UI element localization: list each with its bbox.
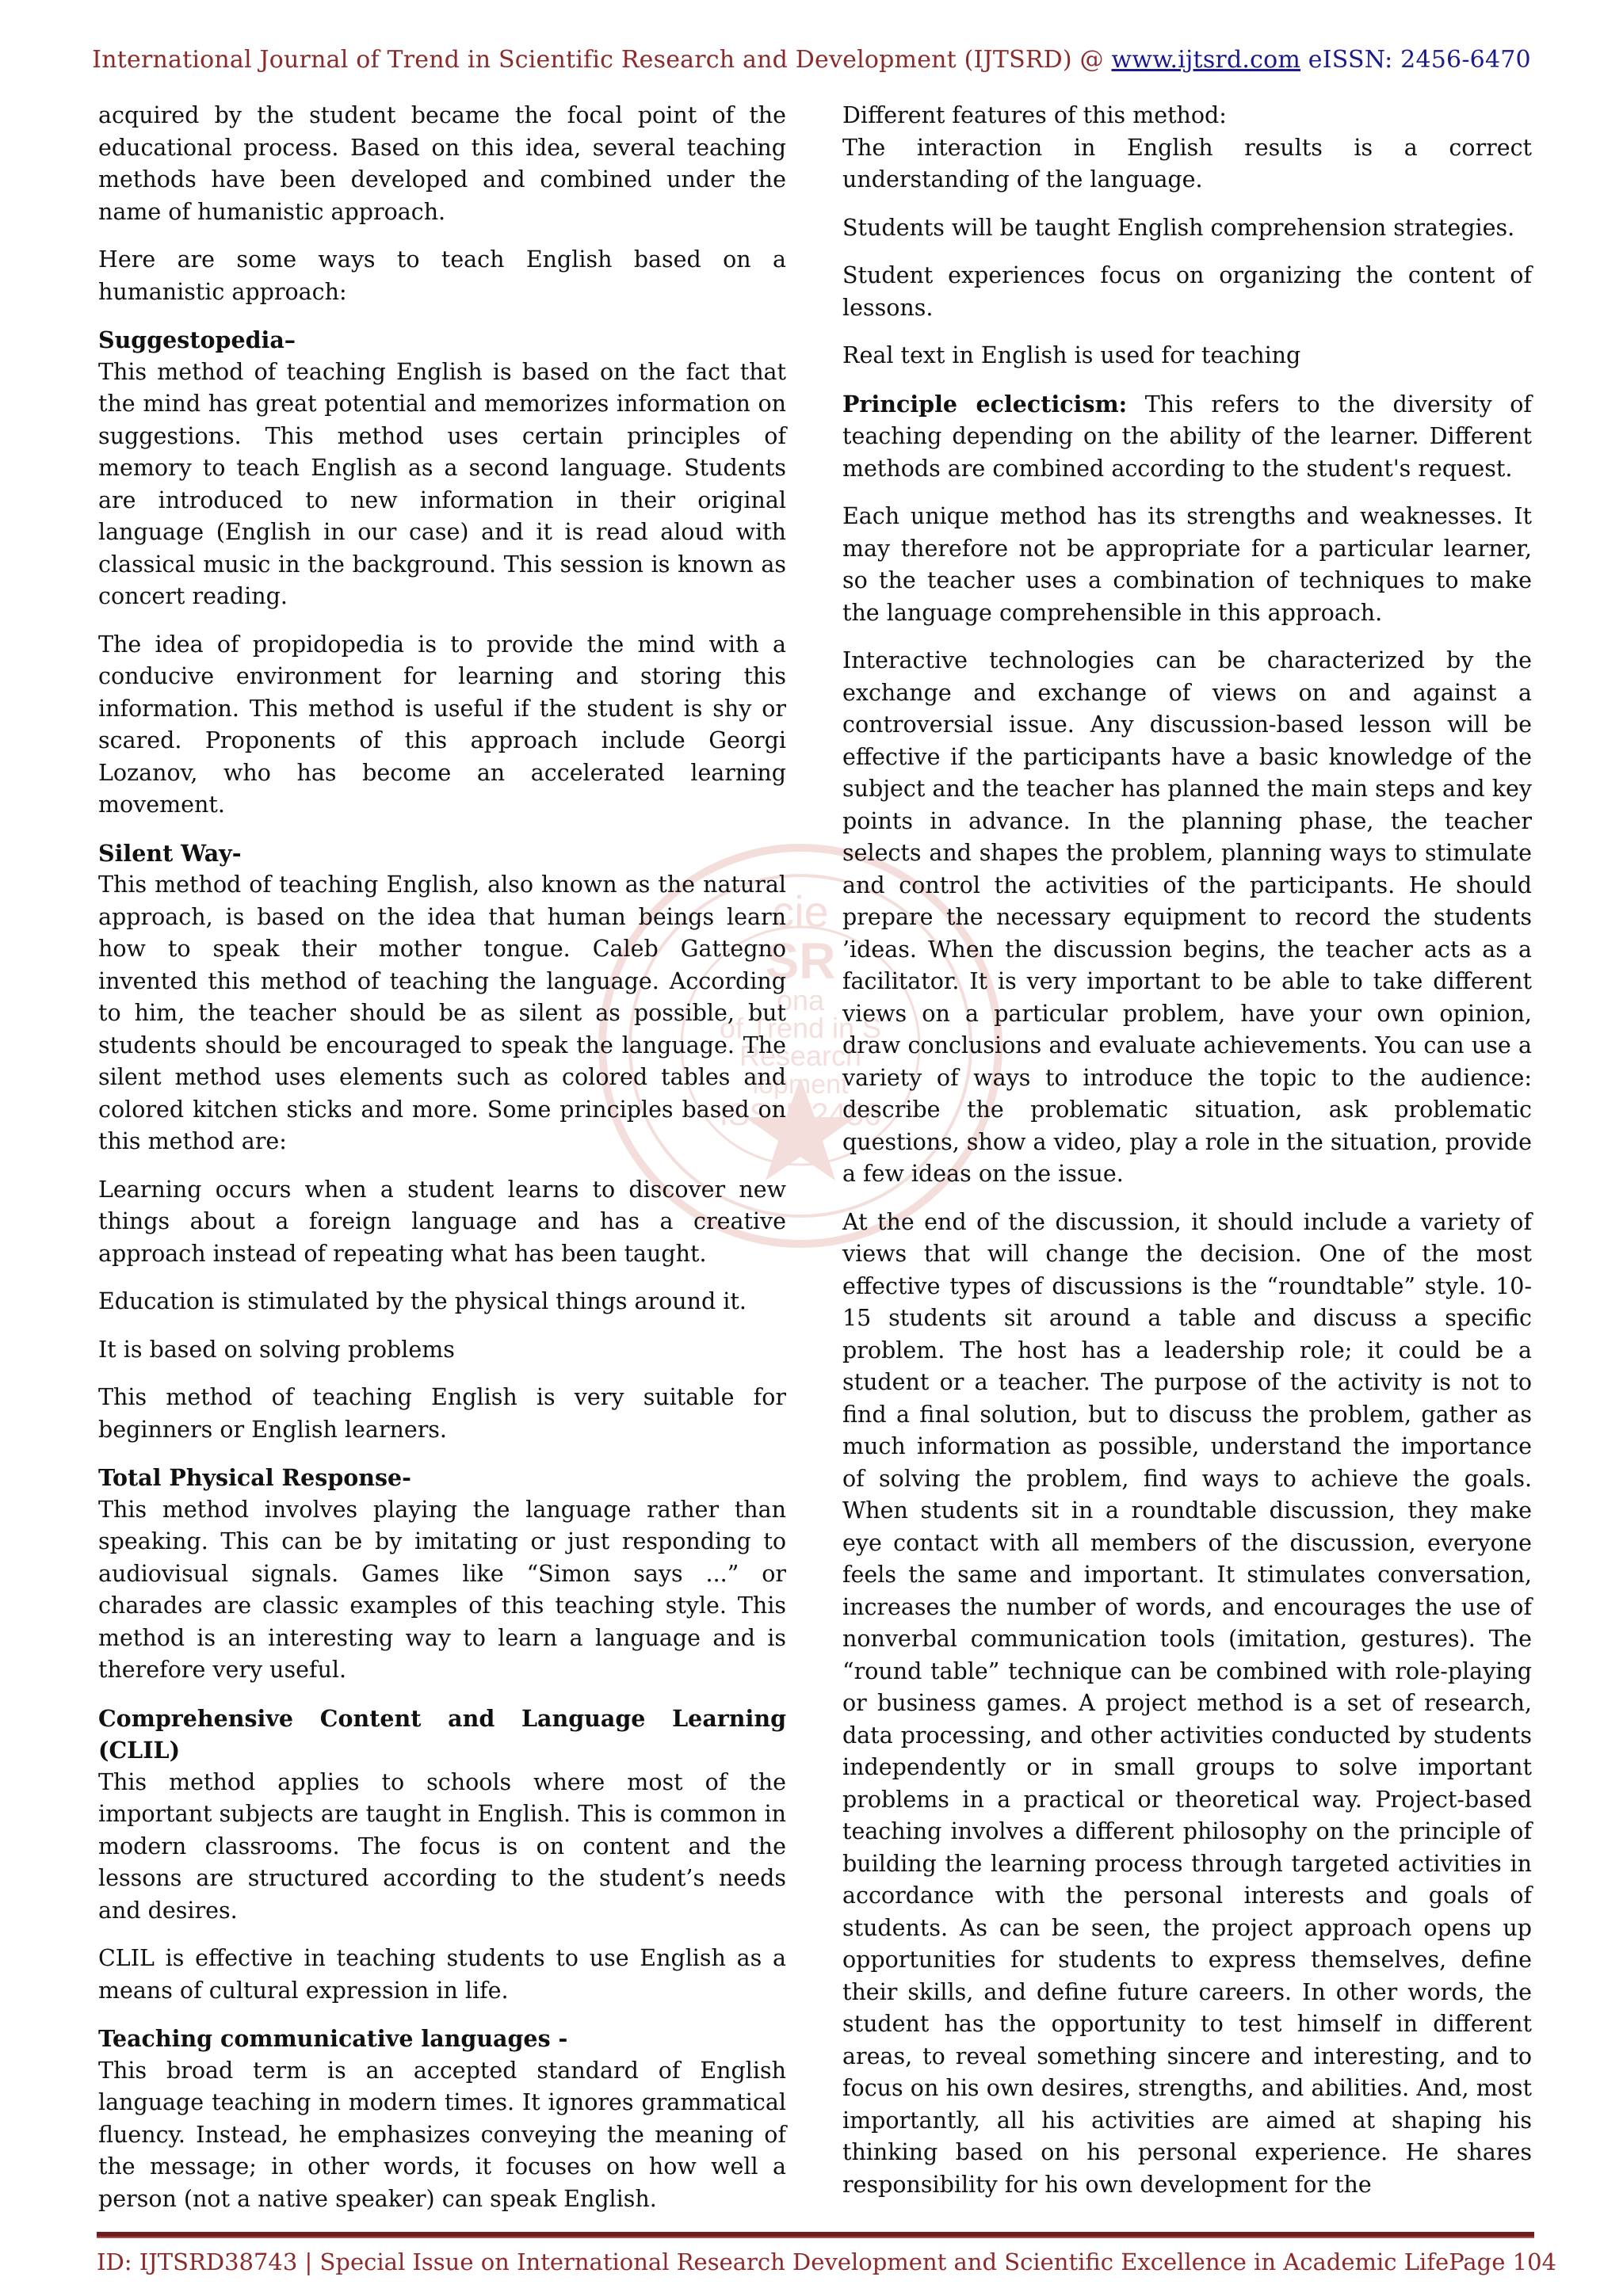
paragraph: Each unique method has its strengths and weaknesses. It may therefore not be appropriate for a particular learner, so the teacher uses a combination of techniques to make the language comprehensible in this approach.: [842, 503, 1532, 626]
paragraph: Education is stimulated by the physical things around it.: [98, 1288, 747, 1314]
watermark-text: of Trend in S: [719, 1012, 882, 1044]
paragraph: Different features of this method:: [842, 102, 1227, 128]
paragraph: This method applies to schools where most of the important subjects are taught in English. This is common in modern classrooms. The focus is on content and the lessons are structured according to the student’s needs and desires.: [98, 1768, 786, 1924]
journal-issn: eISSN: 2456-6470: [1308, 46, 1531, 74]
paragraph: [842, 388, 1532, 486]
inline-heading: Principle eclecticism:: [842, 390, 1128, 418]
watermark-text: cie: [772, 887, 829, 936]
section-heading: Total Physical Response-: [98, 1464, 412, 1491]
paragraph: Interactive technologies can be characterized by the exchange and exchange of views on and against a controversial issue. Any discussion-based lesson will be effective if the participants have a basic knowledge of the subject and the teacher has planned the main steps and key points in advance. In the planning phase, the teacher selects and shapes the problem, planning ways to stimulate and control the activities of the participants. He should prepare the necessary equipment to record the students ’ideas. When the discussion begins, the teacher acts as a facilitator. It is very important to be able to take different views on a particular problem, have your own opinion, draw conclusions and evaluate achievements. You can use a variety of ways to introduce the topic to the audience: describe the problematic situation, ask problematic questions, show a video, play a role in the situation, provide a few ideas on the issue.: [842, 647, 1532, 1187]
paragraph: It is based on solving problems: [98, 1336, 455, 1363]
journal-title: International Journal of Trend in Scientific Research and Development (IJTSRD) @: [92, 46, 1104, 74]
paragraph: At the end of the discussion, it should include a variety of views that will change the decision. One of the most effective types of discussions is the “roundtable” style. 10-15 students sit around a table and discuss a specific problem. The host has a leadership role; it could be a student or a teacher. The purpose of the activity is not to find a final solution, but to discuss the problem, gather as much information as possible, understand the importance of solving the problem, find ways to achieve the goals. When students sit in a roundtable discussion, they make eye contact with all members of the discussion, everyone feels the same and important. It stimulates conversation, increases the number of words, and encourages the use of nonverbal communication tools (imitation, gestures). The “round table” technique can be combined with role-playing or business games. A project method is a set of research, data processing, and other activities conducted by students independently or in small groups to solve important problems in a practical or theoretical way. Project-based teaching involves a different philosophy on the principle of building the learning process through targeted activities in accordance with the personal interests and goals of students. As can be seen, the project approach opens up opportunities for students to express themselves, define their skills, and define future careers. In other words, the student has the opportunity to test himself in different areas, to reveal something sincere and interesting, and to focus on his own desires, strengths, and abilities. And, most importantly, all his activities are aimed at shaping his thinking based on his personal experience. He shares responsibility for his own development for the: [842, 1208, 1532, 2198]
section-heading: Comprehensive Content and Language Learning (CLIL): [98, 1704, 786, 1764]
running-footer: [97, 2248, 1556, 2275]
right-column: [842, 100, 1532, 2217]
paragraph: This method involves playing the language rather than speaking. This can be by imitating or just responding to audiovisual signals. Games like “Simon says ...” or charades are classic examples of this teaching style. This method is an interesting way to learn a language and is therefore very useful.: [98, 1496, 786, 1683]
paragraph: This broad term is an accepted standard of English language teaching in modern times. It ignores grammatical fluency. Instead, he emphasizes conveying the meaning of the message; in other words, it focuses on how well a person (not a native speaker) can speak English.: [98, 2057, 786, 2212]
footer-separator: |: [297, 2248, 320, 2275]
paragraph: Here are some ways to teach English based on a humanistic approach:: [98, 246, 786, 305]
paragraph: This method of teaching English, also known as the natural approach, is based on the idea that human beings learn how to speak their mother tongue. Caleb Gattegno invented this method of teaching the language. According to him, the teacher should be as silent as possible, but students should be encouraged to speak the language. The silent method uses elements such as colored tables and colored kitchen sticks and more. Some principles based on this method are:: [98, 871, 786, 1154]
paragraph: This method of teaching English is very suitable for beginners or English learners.: [98, 1384, 786, 1443]
section-heading: Suggestopedia–: [98, 326, 296, 353]
paragraph: Student experiences focus on organizing the content of lessons.: [842, 262, 1532, 321]
journal-site-link[interactable]: www.ijtsrd.com: [1111, 46, 1301, 74]
footer-divider: [97, 2232, 1534, 2238]
article-id: ID: IJTSRD38743: [97, 2248, 298, 2275]
watermark-text: Research: [739, 1039, 862, 1072]
section-heading: Teaching communicative languages -: [98, 2025, 568, 2052]
watermark-text: SR: [765, 933, 836, 990]
watermark-text: ona: [776, 984, 825, 1016]
paragraph: Students will be taught English comprehension strategies.: [842, 214, 1515, 241]
watermark-text: lopment: [752, 1070, 849, 1100]
issue-title: Special Issue on International Research Development and Scientific Excellence in Academic Life: [319, 2248, 1449, 2275]
paragraph: CLIL is effective in teaching students to use English as a means of cultural expression in life.: [98, 1945, 786, 2004]
paragraph: This method of teaching English is based on the fact that the mind has great potential and memorizes information on suggestions. This method uses certain principles of memory to teach English as a second language. Students are introduced to new information in their original language (English in our case) and it is read aloud with classical music in the background. This session is known as concert reading.: [98, 358, 786, 609]
left-column: [98, 100, 786, 2231]
paragraph: Learning occurs when a student learns to discover new things about a foreign language and has a creative approach instead of repeating what has been taught.: [98, 1176, 786, 1267]
watermark-text: ISSN: 2456: [719, 1097, 882, 1132]
paragraph-text: This refers to the diversity of teaching depending on the ability of the learner. Different methods are combined according to the student's request.: [842, 391, 1532, 482]
page-number: Page 104: [1449, 2248, 1556, 2275]
paragraph: Real text in English is used for teaching: [842, 342, 1301, 368]
section-heading: Silent Way-: [98, 839, 242, 867]
paragraph: The interaction in English results is a correct understanding of the language.: [842, 134, 1532, 193]
paragraph: acquired by the student became the focal point of the educational process. Based on this idea, several teaching methods have been developed and combined under the name of humanistic approach.: [98, 102, 786, 225]
paragraph: The idea of propidopedia is to provide the mind with a conducive environment for learning and storing this information. This method is useful if the student is shy or scared. Proponents of this approach include Georgi Lozanov, who has become an accelerated learning movement.: [98, 631, 786, 818]
running-header: [0, 46, 1623, 74]
